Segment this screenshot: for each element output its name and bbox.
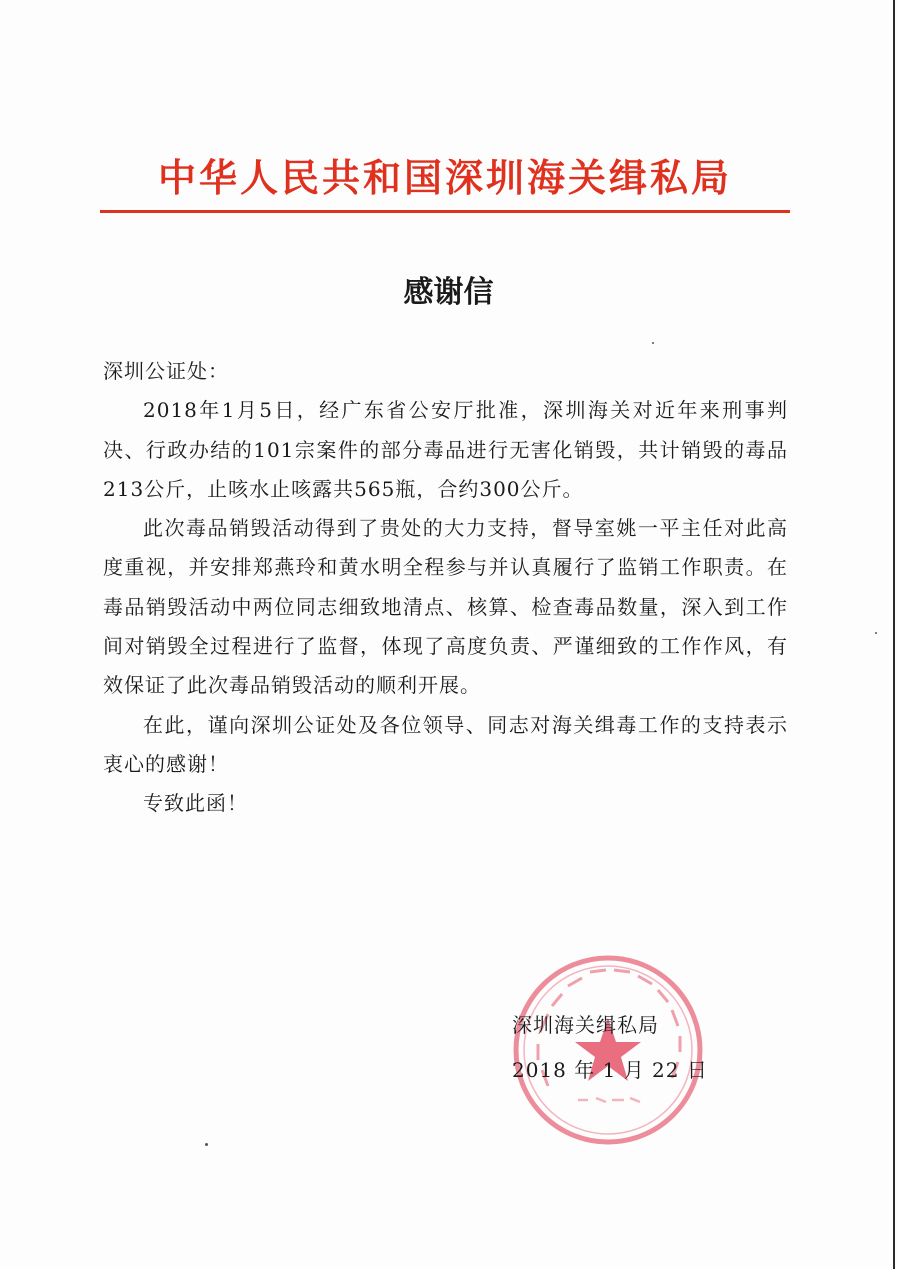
letterhead-org-name: 中华人民共和国深圳海关缉私局 <box>157 156 732 200</box>
salutation: 深圳公证处： <box>103 359 229 383</box>
scan-speck <box>652 342 654 344</box>
letterhead-red-rule <box>100 210 790 213</box>
document-title: 感谢信 <box>403 275 494 310</box>
paragraph-4: 专致此函！ <box>143 791 248 816</box>
scan-speck <box>875 632 877 634</box>
paragraph-2: 此次毒品销毁活动得到了贵处的大力支持，督导室姚一平主任对此高度重视，并安排郑燕玲和黄水明全程参与并认真履行了监销工作职责。在毒品销毁活动中两位同志细致地清点、核算、检查毒品数量，深入到工作间对销毁全过程进行了监督，体现了高度负责、严谨细致的工作作风，有效保证了此次毒品销毁活动的顺利开展。 <box>103 516 788 698</box>
official-seal-icon <box>508 950 708 1150</box>
letter-body <box>103 352 788 824</box>
paragraph-1: 2018年1月5日，经广东省公安厅批准，深圳海关对近年来刑事判决、行政办结的101宗案件的部分毒品进行无害化销毁，共计销毁的毒品213公斤，止咳水止咳露共565瓶，合约300公斤。 <box>103 398 788 501</box>
paragraph-3: 在此，谨向深圳公证处及各位领导、同志对海关缉毒工作的支持表示衷心的感谢！ <box>103 712 788 776</box>
scan-edge-line <box>893 0 895 1269</box>
scan-speck <box>205 1143 208 1146</box>
signature-org: 深圳海关缉私局 <box>512 1013 659 1037</box>
signature-date: 2018 年 1 月 22 日 <box>512 1058 708 1082</box>
